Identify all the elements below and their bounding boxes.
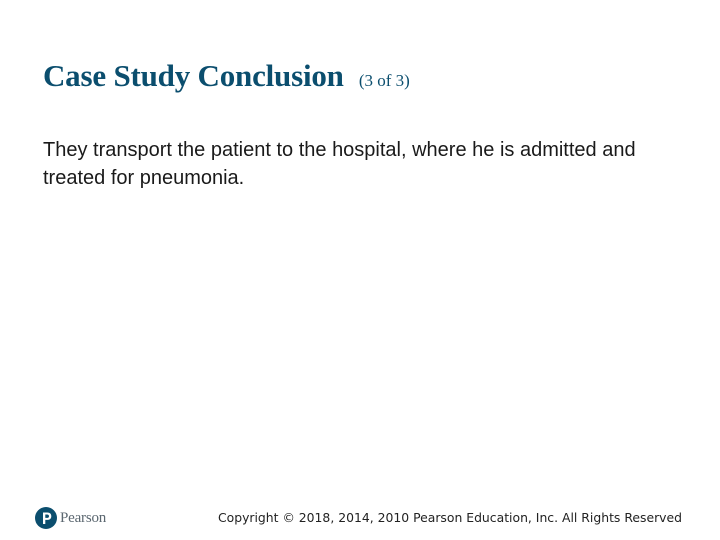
copyright-notice: Copyright © 2018, 2014, 2010 Pearson Education, Inc. All Rights Reserved [217, 510, 682, 525]
slide-body-text: They transport the patient to the hospital, where he is admitted and treated for pneumonia. [43, 139, 636, 189]
slide-title-counter: (3 of 3) [358, 71, 410, 90]
pearson-logo [35, 506, 106, 530]
pearson-logo-text: Pearson [60, 509, 107, 526]
slide-title [43, 56, 410, 94]
slide-title-text: Case Study Conclusion [43, 58, 344, 93]
pearson-p-icon [35, 507, 57, 529]
